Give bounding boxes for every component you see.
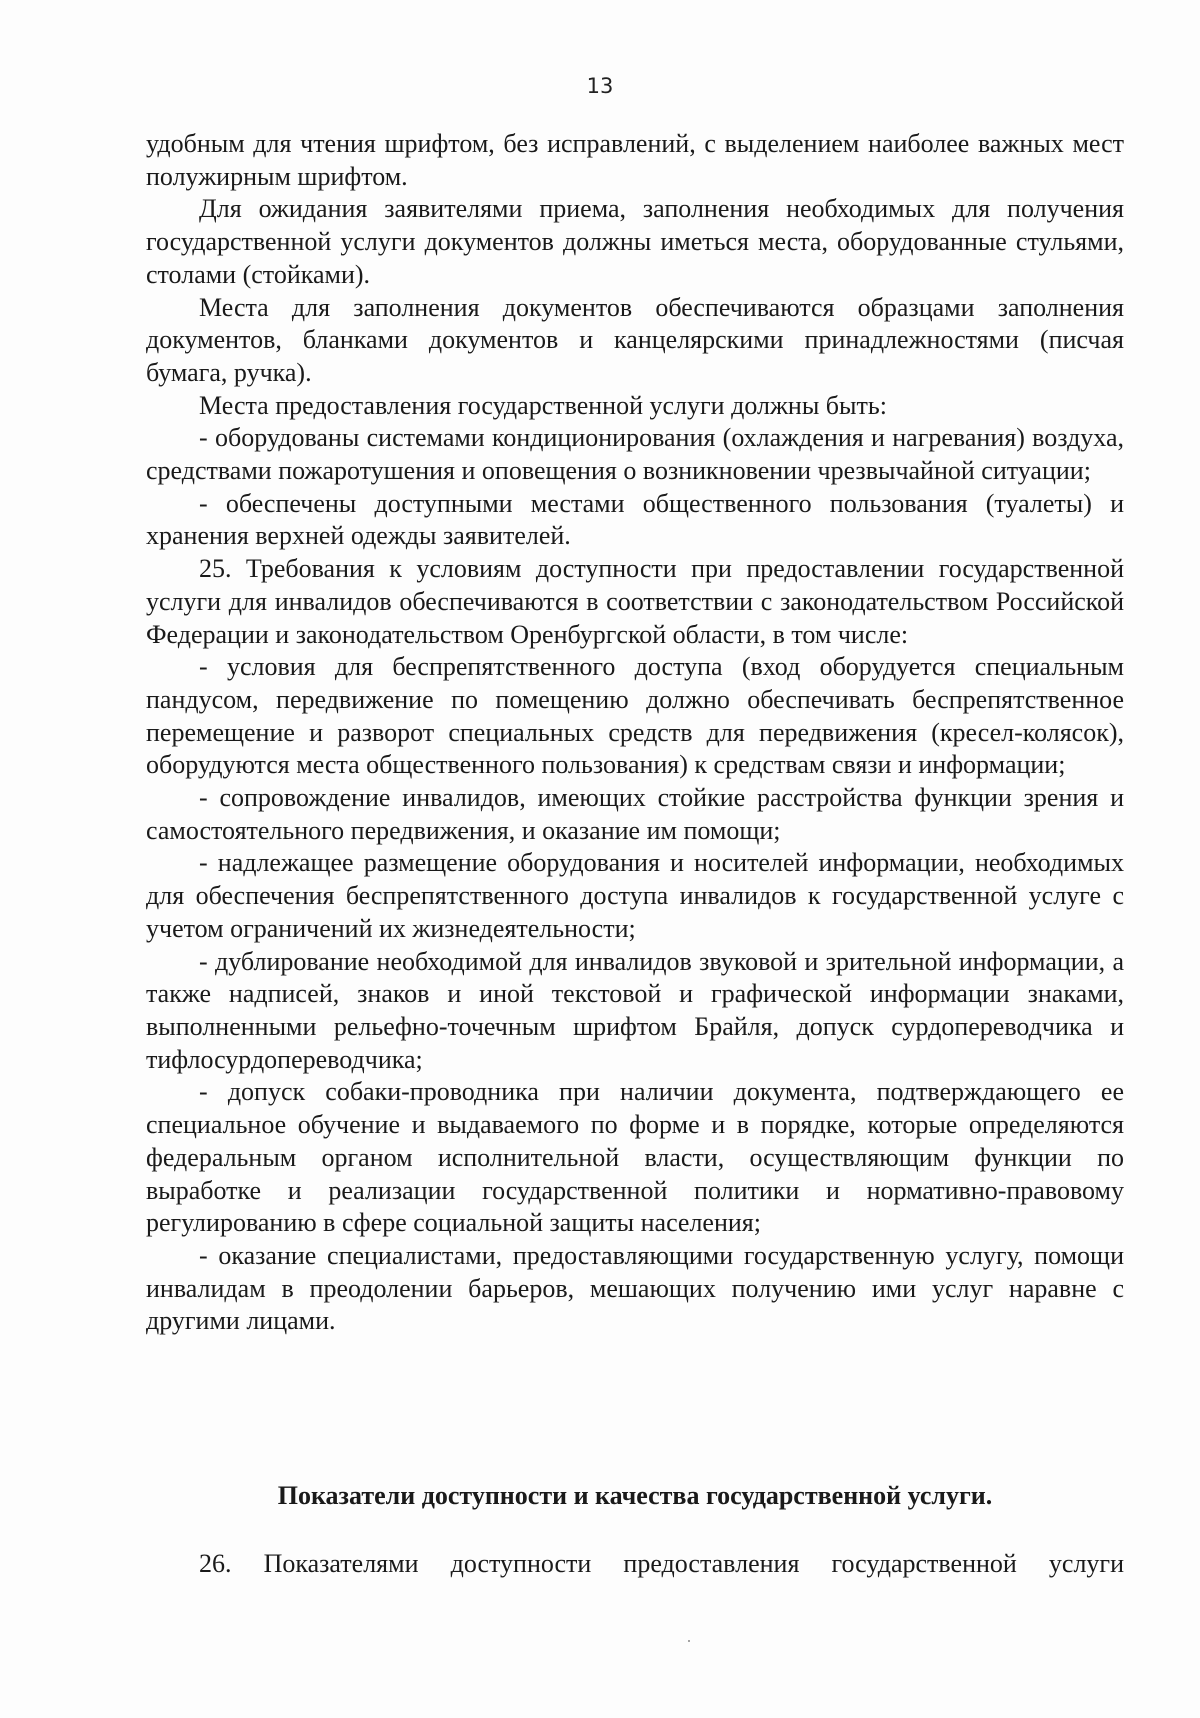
paragraph: удобным для чтения шрифтом, без исправлений, с выделением наиболее важных мест полужирным шрифтом. [146,129,1124,191]
paragraph: Места предоставления государственной услуги должны быть: [199,390,887,420]
list-item: - обеспечены доступными местами общественного пользования (туалеты) и хранения верхней одежды заявителей. [146,488,1124,551]
paragraph: Места для заполнения документов обеспечиваются образцами заполнения документов, бланками документов и канцелярскими принадлежностями (писчая бумага, ручка). [146,292,1124,387]
page-number: 13 [586,74,614,98]
list-item: - оборудованы системами кондиционирования (охлаждения и нагревания) воздуха, средствами пожаротушения и оповещения о возникновении чрезвычайной ситуации; [146,423,1124,486]
scan-speck [688,1640,690,1642]
paragraph: Для ожидания заявителями приема, заполнения необходимых для получения государственной услуги документов должны иметься места, оборудованные стульями, столами (стойками). [146,194,1124,289]
numbered-paragraph-start: 26. Показателями доступности предоставления государственной услуги [199,1549,1124,1578]
list-item: - надлежащее размещение оборудования и носителей информации, необходимых для обеспечения беспрепятственного доступа инвалидов к государственной услуге с учетом ограничений их жизнедеятельности; [146,848,1124,943]
body-text [146,128,1124,1338]
list-item: - оказание специалистами, предоставляющими государственную услугу, помощи инвалидам в преодолении барьеров, мешающих получению ими услуг наравне с другими лицами. [146,1240,1124,1336]
list-item: - допуск собаки-проводника при наличии документа, подтверждающего ее специальное обучение и выдаваемого по форме и в порядке, которые определяются федеральным органом исполнительной власти, осуществляющим функции по выработке и реализации государственной политики и нормативно-правовому регулированию в сфере социальной защиты населения; [146,1077,1124,1238]
list-item: - сопровождение инвалидов, имеющих стойкие расстройства функции зрения и самостоятельного передвижения, и оказание им помощи; [146,783,1124,845]
numbered-paragraph: 25. Требования к условиям доступности при предоставлении государственной услуги для инвалидов обеспечиваются в соответствии с законодательством Российской Федерации и законодательством Оренбургской области, в том числе: [146,554,1124,649]
section-heading: Показатели доступности и качества государственной услуги. [277,1481,993,1510]
list-item: - условия для беспрепятственного доступа (вход оборудуется специальным пандусом, передвижение по помещению должно обеспечивать беспрепятственное перемещение и разворот специальных средств для передвижения (кресел-колясок), оборудуются места общественного пользования) к средствам связи и информации; [146,652,1124,780]
list-item: - дублирование необходимой для инвалидов звуковой и зрительной информации, а также надписей, знаков и иной текстовой и графической информации знаками, выполненными рельефно-точечным шрифтом Брайля, допуск сурдопереводчика и тифлосурдопереводчика; [146,946,1124,1074]
